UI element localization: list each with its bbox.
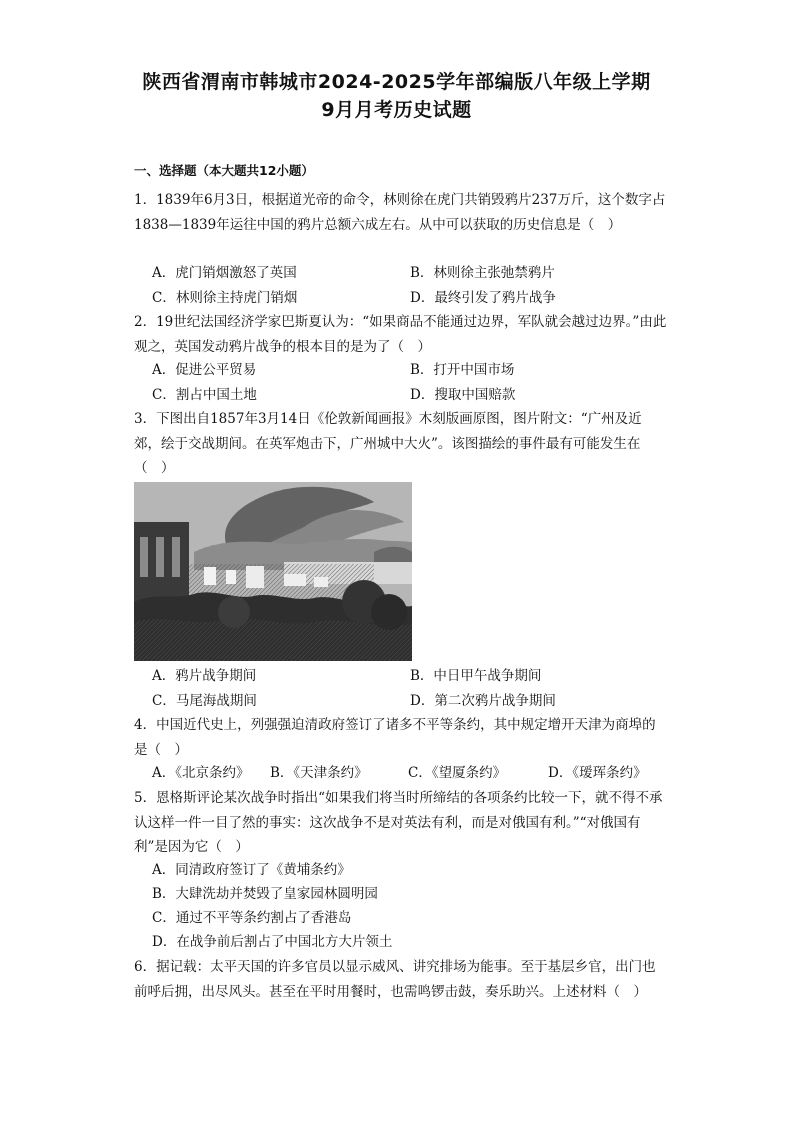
question-stem: 2．19世纪法国经济学家巴斯夏认为：“如果商品不能通过边界，军队就会越过边界。”由此观之，英国发动鸦片战争的根本目的是为了（ ） [134, 314, 667, 355]
question-3 [134, 407, 668, 481]
option-b[interactable]: B．大肆洗劫并焚毁了皇家园林圆明园 [152, 886, 378, 902]
question-4 [134, 713, 668, 762]
question-stem: 6．据记载：太平天国的许多官员以显示威风、讲究排场为能事。至于基层乡官，出门也前呼后拥，出尽风头。甚至在平时用餐时，也需鸣锣击鼓，奏乐助兴。上述材料（ ） [134, 959, 656, 1000]
section-heading: 一、选择题（本大题共12小题） [134, 163, 314, 178]
page-title-line-2: 9月月考历史试题 [321, 99, 472, 121]
page-title-line-1: 陕西省渭南市韩城市2024-2025学年部编版八年级上学期 [142, 71, 651, 93]
option-c[interactable]: C．《望厦条约》 [408, 765, 507, 781]
option-c[interactable]: C．通过不平等条约割占了香港岛 [152, 910, 352, 926]
option-a[interactable]: A．虎门销烟激怒了英国 [152, 265, 297, 281]
question-stem: 4．中国近代史上，列强强迫清政府签订了诸多不平等条约，其中规定增开天津为商埠的是（ ） [134, 717, 656, 758]
option-d[interactable]: D．搜取中国赔款 [410, 387, 516, 403]
option-d[interactable]: D．第二次鸦片战争期间 [410, 693, 556, 709]
option-d[interactable]: D．最终引发了鸦片战争 [410, 290, 556, 306]
option-b[interactable]: B．林则徐主张弛禁鸦片 [410, 265, 555, 281]
option-d[interactable]: D．在战争前后割占了中国北方大片领土 [152, 934, 393, 950]
option-c[interactable]: C．割占中国土地 [152, 387, 257, 403]
option-b[interactable]: B．打开中国市场 [410, 362, 515, 378]
question-1 [134, 188, 668, 237]
question-stem: 3．下图出自1857年3月14日《伦敦新闻画报》木刻版画原图，图片附文：“广州及近郊，绘于交战期间。在英军炮击下，广州城中大火”。该图描绘的事件最有可能发生在（ ） [134, 411, 642, 476]
question-6 [134, 955, 668, 1004]
option-a[interactable]: A．《北京条约》 [152, 765, 250, 781]
question-2 [134, 310, 668, 359]
option-b[interactable]: B．中日甲午战争期间 [410, 668, 542, 684]
woodcut-illustration [134, 482, 412, 661]
question-5 [134, 786, 668, 860]
option-a[interactable]: A．鸦片战争期间 [152, 668, 257, 684]
option-a[interactable]: A．同清政府签订了《黄埔条约》 [152, 862, 351, 878]
question-stem: 5．恩格斯评论某次战争时指出“如果我们将当时所缔结的各项条约比较一下，就不得不承认这样一件一目了然的事实：这次战争不是对英法有利，而是对俄国有利。”“对俄国有利”是因为它（ ） [134, 790, 663, 855]
option-a[interactable]: A．促进公平贸易 [152, 362, 257, 378]
option-c[interactable]: C．林则徐主持虎门销烟 [152, 290, 298, 306]
guangzhou-fire-engraving [134, 482, 412, 661]
option-d[interactable]: D．《瑷珲条约》 [548, 765, 647, 781]
option-c[interactable]: C．马尾海战期间 [152, 693, 257, 709]
question-stem: 1．1839年6月3日，根据道光帝的命令，林则徐在虎门共销毁鸦片237万斤，这个数字占1838—1839年运往中国的鸦片总额六成左右。从中可以获取的历史信息是（ ） [134, 192, 666, 233]
option-b[interactable]: B．《天津条约》 [270, 765, 368, 781]
